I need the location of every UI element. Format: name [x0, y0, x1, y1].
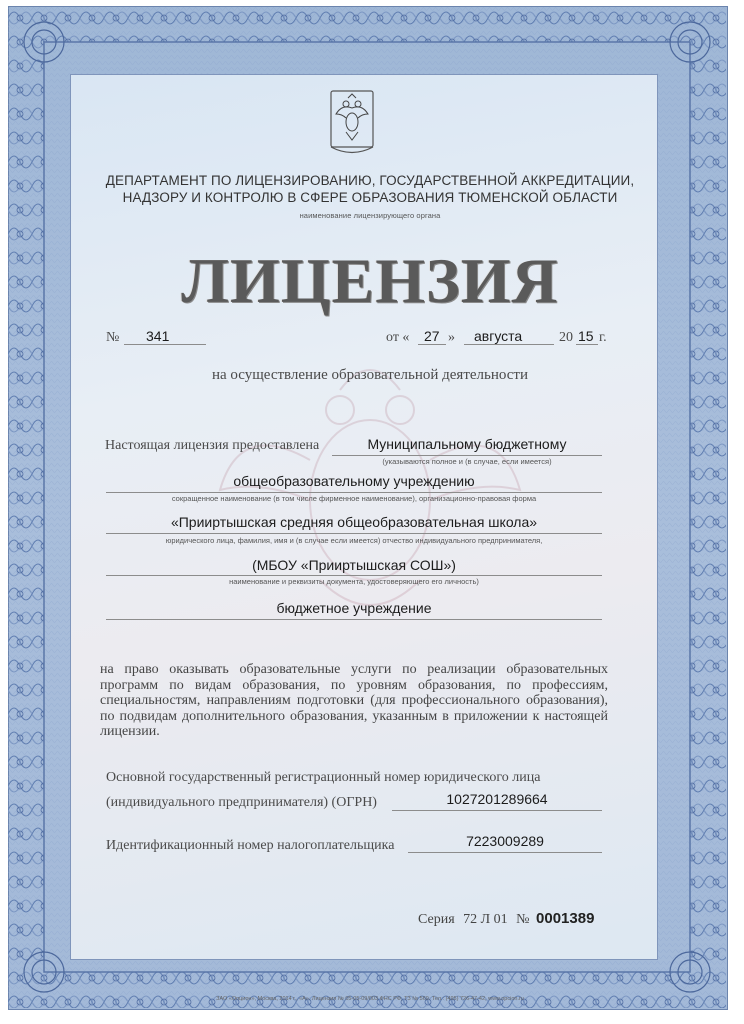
rights-text: на право оказывать образовательные услуги по реализации образовательных программ по видам образования, по уровням образования, по профессиям, специальностям, направлениям подготовки (для профессионального образования), по подвидам дополнительного образования, указанным в приложении к настоящей лицензии. — [100, 662, 608, 739]
license-number: 341 — [146, 328, 170, 344]
name-line-1: Муниципальному бюджетному — [367, 436, 567, 452]
org-type: бюджетное учреждение — [276, 600, 432, 616]
inn-label: Идентификационный номер налогоплательщика — [106, 838, 395, 853]
caption-2: сокращенное наименование (в том числе фирменное наименование), организационно-правовая форма — [171, 494, 537, 503]
authority-line-1: ДЕПАРТАМЕНТ ПО ЛИЦЕНЗИРОВАНИЮ, ГОСУДАРСТВЕННОЙ АККРЕДИТАЦИИ, — [105, 173, 635, 188]
month-underline — [464, 344, 554, 345]
org-type-underline — [106, 619, 602, 620]
ogrn-underline — [392, 810, 602, 811]
date-month: августа — [474, 328, 523, 344]
year-label: г. — [599, 330, 607, 345]
series-value: 72 Л 01 — [463, 912, 508, 927]
date-close: » — [448, 330, 455, 345]
name-line-2-underline — [106, 492, 602, 493]
ogrn-value: 1027201289664 — [446, 791, 548, 807]
document-title: ЛИЦЕНЗИЯ — [181, 245, 559, 316]
name-line-2: общеобразовательному учреждению — [233, 473, 475, 489]
inn-underline — [408, 852, 602, 853]
printer-imprint: ЗАО «Опцион», Москва, 2014 г., «А». Лицензия № 05-05-09/003 ФНС РФ, ТЗ № 569. Тел.: (495) 726-47-42, www.opcion.ru — [216, 996, 524, 1002]
year-prefix: 20 — [559, 330, 573, 345]
date-day: 27 — [424, 328, 440, 344]
granted-label: Настоящая лицензия предоставлена — [105, 438, 320, 453]
year-underline — [576, 344, 598, 345]
authority-line-2: НАДЗОРУ И КОНТРОЛЮ В СФЕРЕ ОБРАЗОВАНИЯ ТЮМЕНСКОЙ ОБЛАСТИ — [122, 190, 618, 205]
series-number: 0001389 — [536, 910, 595, 927]
series-number-label: № — [516, 912, 530, 927]
caption-1: (указываются полное и (в случае, если имеется) — [382, 457, 552, 466]
short-name: (МБОУ «Прииртышская СОШ») — [252, 557, 456, 573]
number-underline — [124, 344, 206, 345]
name-line-1-underline — [332, 455, 602, 456]
name-line-3-underline — [106, 533, 602, 534]
ogrn-label-1: Основной государственный регистрационный номер юридического лица — [106, 770, 541, 785]
date-prefix: от « — [386, 330, 410, 345]
inn-value: 7223009289 — [466, 833, 544, 849]
caption-4: наименование и реквизиты документа, удостоверяющего его личность) — [229, 577, 479, 586]
date-year: 15 — [578, 328, 594, 344]
series-block — [418, 910, 594, 928]
day-underline — [418, 344, 446, 345]
number-label: № — [106, 330, 120, 345]
short-name-underline — [106, 575, 602, 576]
license-purpose: на осуществление образовательной деятельности — [211, 367, 529, 383]
series-label: Серия — [418, 912, 455, 927]
ogrn-label-2: (индивидуального предпринимателя) (ОГРН) — [106, 795, 377, 810]
authority-caption: наименование лицензирующего органа — [299, 211, 441, 220]
caption-3: юридического лица, фамилия, имя и (в случае если имеется) отчество индивидуального предпринимателя, — [165, 536, 543, 545]
issuing-authority — [100, 172, 640, 224]
name-line-3: «Прииртышская средняя общеобразовательная школа» — [170, 514, 538, 530]
coat-of-arms-icon — [328, 88, 376, 158]
